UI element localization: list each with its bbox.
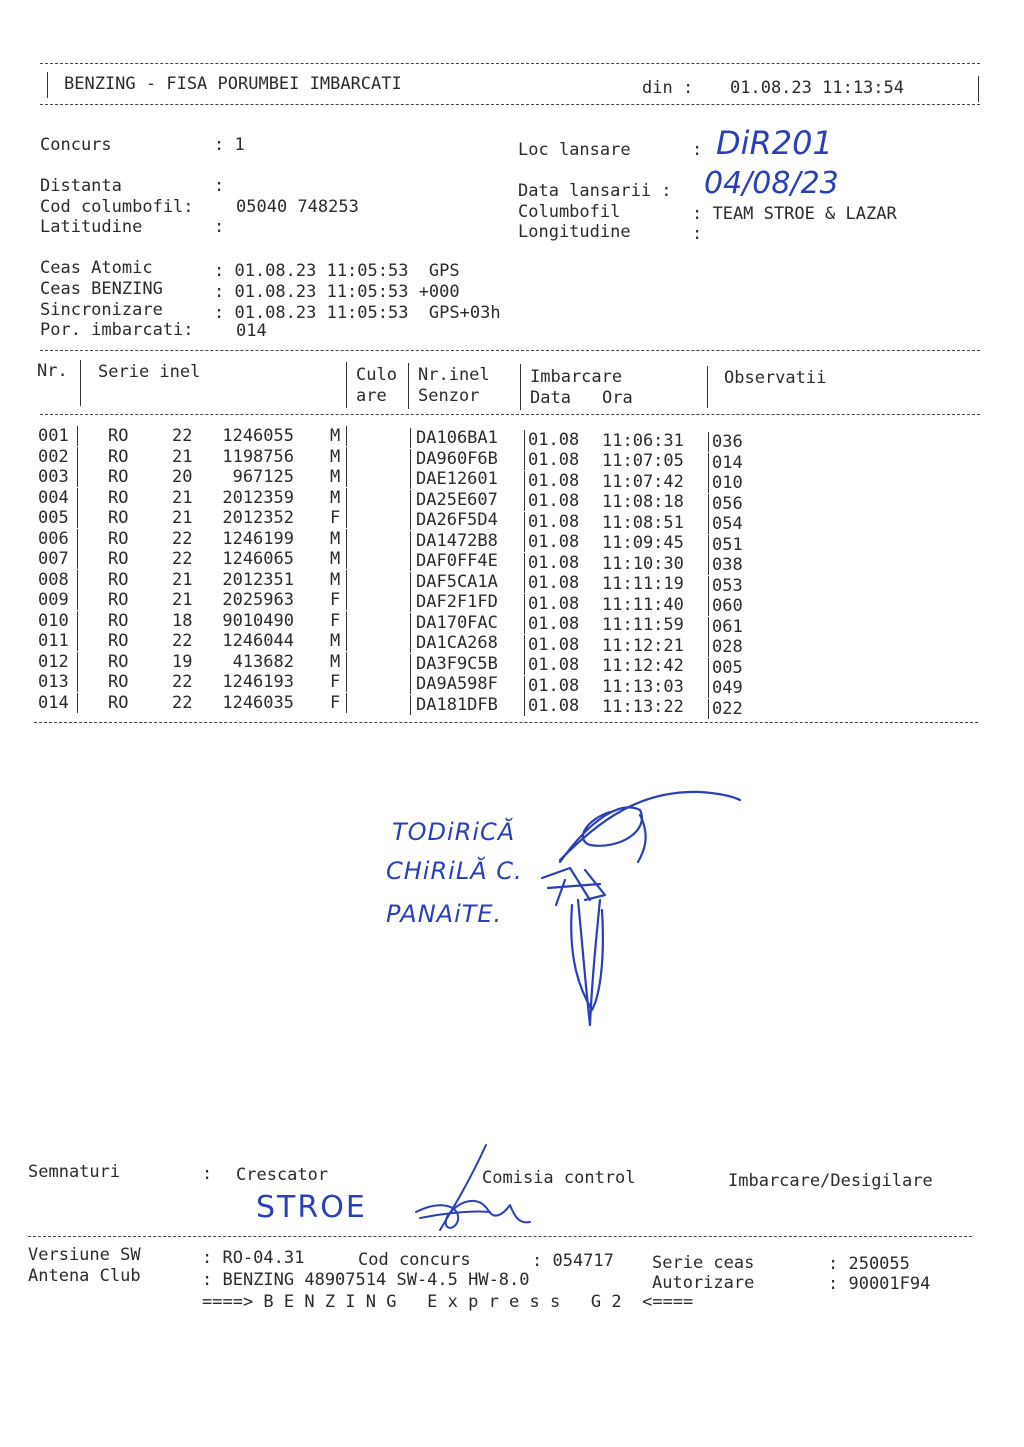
cell-senzor: DAF5CA1A [416,571,498,592]
cell-data: 01.08 [528,593,580,614]
cell-nr: 002 [38,446,69,467]
cell-inel: 1246044 [222,631,294,651]
latitudine-label: Latitudine [40,217,143,237]
cell-sex: F [330,610,341,631]
cell-tara: RO [108,446,129,467]
cod-columbofil-value: 05040 748253 [236,197,359,217]
cell-obs: 022 [712,698,743,719]
cell-senzor: DAF2F1FD [416,592,498,613]
cell-senzor: DA960F6B [416,448,498,469]
cell-data: 01.08 [528,429,580,450]
cell-ora: 11:11:59 [602,615,684,636]
cell-senzor: DAF0FF4E [416,551,498,572]
cell-senzor: DA25E607 [416,489,498,510]
loc-lansare-label: Loc lansare [518,140,631,160]
cell-obs: 038 [712,555,743,576]
cell-tara: RO [108,508,129,528]
cell-obs: 060 [712,596,743,617]
cell-tara: RO [108,672,129,692]
loc-lansare-sep: : [692,140,703,160]
versiune-sw-label: Versiune SW [28,1245,141,1265]
benzing-express-banner: ====> B E N Z I N G E x p r e s s G 2 <==== [202,1292,694,1312]
cell-nr: 014 [38,692,69,713]
document-title: BENZING - FISA PORUMBEI IMBARCATI [64,74,402,94]
cell-tara: RO [108,426,129,446]
cell-sex: M [330,446,341,467]
cell-ora: 11:07:05 [602,451,684,472]
cell-sex: F [330,672,341,692]
cell-obs: 054 [712,514,743,535]
cell-nr: 008 [38,569,69,590]
cell-obs: 010 [712,473,743,494]
cell-nr: 001 [38,426,69,446]
cell-data: 01.08 [528,573,580,594]
cell-ora: 11:13:03 [602,676,684,697]
cell-inel: 2025963 [222,590,294,610]
cell-data: 01.08 [528,511,580,532]
cell-an: 21 [172,508,193,528]
cell-obs: 061 [712,616,743,637]
cell-ora: 11:11:19 [602,574,684,595]
cell-nr: 009 [38,590,69,610]
semnaturi-label: Semnaturi [28,1162,121,1182]
header-din-label: din : [642,78,694,98]
cell-tara: RO [108,487,129,508]
cell-inel: 1246035 [222,692,294,713]
cell-data: 01.08 [528,675,580,696]
cell-tara: RO [108,651,129,672]
cell-nr: 006 [38,528,69,549]
cell-inel: 1246193 [222,672,294,692]
cell-inel: 1246199 [222,528,294,549]
autorizare-label: Autorizare [652,1273,755,1293]
handwritten-name-1: TODiRiCĂ [392,818,516,846]
cell-obs: 051 [712,534,743,555]
header-din-value: 01.08.23 11:13:54 [730,78,904,98]
col-header-serie: Serie inel [98,362,201,382]
cell-ora: 11:11:40 [602,594,684,615]
cell-nr: 003 [38,467,69,487]
distanta-label: Distanta [40,176,122,196]
cell-inel: 413682 [232,651,294,672]
cell-sex: M [330,631,341,651]
cell-sex: M [330,467,341,487]
cell-an: 22 [172,549,193,569]
cell-tara: RO [108,692,129,713]
por-imbarcati-value: 014 [236,321,267,341]
versiune-sw-value: : RO-04.31 [202,1248,305,1268]
cell-ora: 11:06:31 [602,430,684,451]
cell-sex: F [330,590,341,610]
cell-senzor: DA181DFB [416,694,498,715]
cell-ora: 11:09:45 [602,533,684,554]
cell-obs: 036 [712,432,743,453]
cell-an: 18 [172,610,193,631]
cell-inel: 2012359 [222,487,294,508]
cell-ora: 11:08:18 [602,492,684,513]
cell-senzor: DA170FAC [416,612,498,633]
loc-lansare-handwritten: DiR201 [716,124,833,162]
cell-inel: 967125 [232,467,294,487]
cell-data: 01.08 [528,552,580,573]
crescator-signature-name: STROE [256,1190,367,1225]
cell-an: 22 [172,528,193,549]
cell-data: 01.08 [528,614,580,635]
cell-an: 22 [172,426,193,446]
cell-obs: 049 [712,678,743,699]
cell-ora: 11:12:42 [602,656,684,677]
cod-concurs-label: Cod concurs [358,1250,471,1270]
antena-club-label: Antena Club [28,1266,141,1286]
cell-tara: RO [108,610,129,631]
concurs-label: Concurs [40,135,112,155]
cell-sex: M [330,569,341,590]
cell-ora: 11:13:22 [602,697,684,718]
cell-nr: 004 [38,487,69,508]
col-header-ora: Ora [602,388,633,408]
ceas-benzing-label: Ceas BENZING [40,279,163,299]
cell-inel: 2012351 [222,569,294,590]
cell-an: 21 [172,590,193,610]
cell-sex: M [330,528,341,549]
cell-senzor: DA106BA1 [416,428,498,449]
cell-an: 22 [172,692,193,713]
imbarcare-desigilare-label: Imbarcare/Desigilare [728,1171,933,1191]
cell-data: 01.08 [528,655,580,676]
cell-ora: 11:08:51 [602,512,684,533]
cell-tara: RO [108,467,129,487]
cell-nr: 013 [38,672,69,692]
cell-obs: 053 [712,575,743,596]
cell-senzor: DAE12601 [416,469,498,490]
signature-stroke-10 [420,1211,490,1218]
cell-an: 21 [172,487,193,508]
latitudine-value: : [214,217,225,237]
cell-sex: M [330,487,341,508]
cell-ora: 11:10:30 [602,553,684,574]
signature-stroke-2 [560,807,642,862]
cell-data: 01.08 [528,532,580,553]
comisia-control-label: Comisia control [482,1168,636,1188]
autorizare-value: : 90001F94 [828,1274,931,1294]
cell-nr: 005 [38,508,69,528]
cell-nr: 011 [38,631,69,651]
cell-obs: 028 [712,637,743,658]
col-header-are: are [356,386,387,406]
col-header-nrinel: Nr.inel [418,365,490,385]
cell-data: 01.08 [528,634,580,655]
cell-tara: RO [108,549,129,569]
col-header-data: Data [530,388,571,408]
por-imbarcati-label: Por. imbarcati: [40,320,194,340]
columbofil-value: : TEAM STROE & LAZAR [692,204,897,224]
longitudine-value: : [692,224,703,244]
cell-tara: RO [108,528,129,549]
col-header-culo: Culo [356,365,397,385]
cell-tara: RO [108,569,129,590]
distanta-value: : [214,176,225,196]
cell-sex: M [330,426,341,446]
serie-ceas-value: : 250055 [828,1254,910,1274]
cell-data: 01.08 [528,450,580,471]
cell-ora: 11:12:21 [602,635,684,656]
serie-ceas-label: Serie ceas [652,1253,755,1273]
cell-an: 22 [172,631,193,651]
semnaturi-sep: : [202,1164,213,1184]
cell-data: 01.08 [528,491,580,512]
cell-senzor: DA3F9C5B [416,653,498,674]
cell-ora: 11:07:42 [602,471,684,492]
cell-data: 01.08 [528,470,580,491]
longitudine-label: Longitudine [518,222,631,242]
sincronizare-value: : 01.08.23 11:05:53 GPS+03h [214,303,501,323]
cell-obs: 005 [712,657,743,678]
cell-inel: 1246065 [222,549,294,569]
sincronizare-label: Sincronizare [40,300,163,320]
cell-inel: 2012352 [222,508,294,528]
cell-data: 01.08 [528,696,580,717]
cell-inel: 1246055 [222,426,294,446]
data-lansarii-label: Data lansarii : [518,181,672,201]
col-header-imbarcare: Imbarcare [530,367,623,387]
crescator-label: Crescator [236,1165,329,1185]
cell-an: 19 [172,651,193,672]
handwritten-name-2: CHiRiLĂ C. [386,857,523,885]
cell-obs: 056 [712,493,743,514]
col-header-senzor: Senzor [418,386,480,406]
cell-senzor: DA1CA268 [416,633,498,654]
col-header-nr: Nr. [37,361,68,381]
concurs-value: : 1 [214,135,245,155]
cell-obs: 014 [712,452,743,473]
handwritten-name-3: PANAiTE. [386,900,503,928]
cell-nr: 012 [38,651,69,672]
cell-inel: 1198756 [222,446,294,467]
ceas-atomic-value: : 01.08.23 11:05:53 GPS [214,261,460,281]
columbofil-label: Columbofil [518,202,621,222]
signature-stroke-9 [416,1201,530,1228]
cell-inel: 9010490 [222,610,294,631]
cell-senzor: DA1472B8 [416,530,498,551]
col-header-observatii: Observatii [724,368,827,388]
ceas-benzing-value: : 01.08.23 11:05:53 +000 [214,282,460,302]
cell-tara: RO [108,631,129,651]
cell-sex: F [330,508,341,528]
data-lansarii-handwritten: 04/08/23 [704,166,839,201]
cod-concurs-value: : 054717 [532,1251,614,1271]
cell-an: 21 [172,446,193,467]
cell-an: 20 [172,467,193,487]
cod-columbofil-label: Cod columbofil: [40,197,194,217]
cell-nr: 010 [38,610,69,631]
footer-top-rule [28,1236,972,1237]
cell-senzor: DA26F5D4 [416,510,498,531]
cell-sex: F [330,692,341,713]
cell-an: 21 [172,569,193,590]
cell-sex: M [330,651,341,672]
cell-an: 22 [172,672,193,692]
cell-senzor: DA9A598F [416,674,498,695]
antena-club-value: : BENZING 48907514 SW-4.5 HW-8.0 [202,1270,530,1290]
cell-nr: 007 [38,549,69,569]
ceas-atomic-label: Ceas Atomic [40,258,153,278]
cell-tara: RO [108,590,129,610]
cell-sex: M [330,549,341,569]
